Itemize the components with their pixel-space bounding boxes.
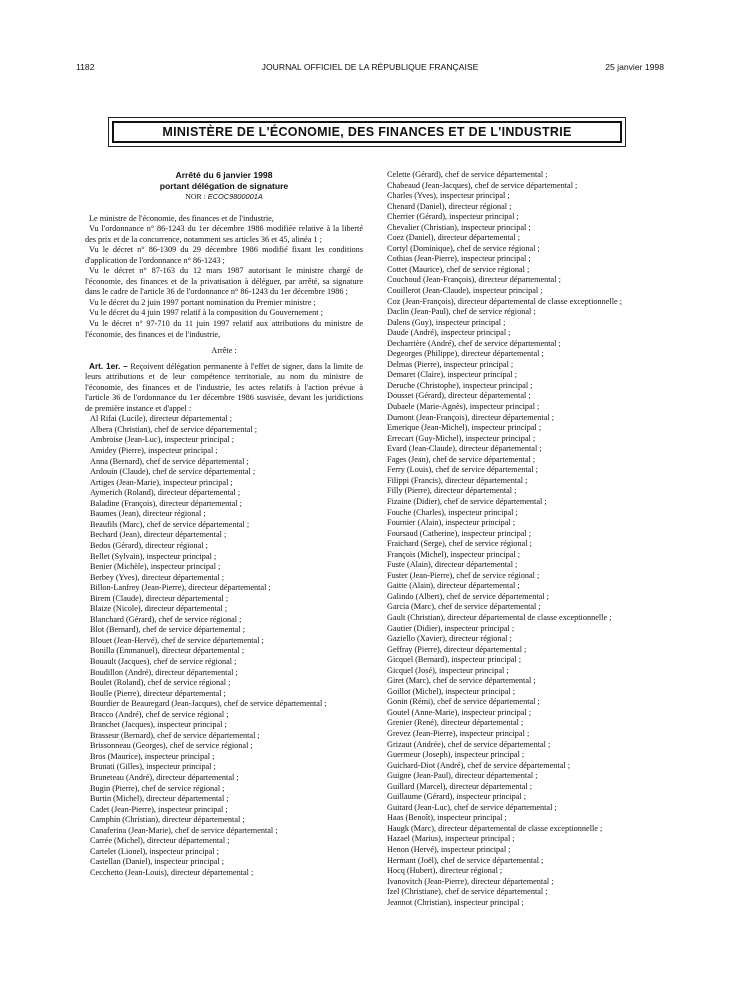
delegate-entry: Baladine (François), directeur départemental ; — [90, 498, 242, 508]
delegate-entry: Degeorges (Philippe), directeur départemental ; — [387, 349, 544, 359]
delegate-entry: Couchoud (Jean-François), directeur départemental ; — [387, 275, 561, 285]
delegate-entry: Guillard (Marcel), directeur départemental ; — [387, 781, 532, 791]
delegate-entry: Artiges (Jean-Marie), inspecteur principal ; — [90, 477, 233, 487]
delegate-entry: Guermeur (Joseph), inspecteur principal ; — [387, 750, 525, 760]
page-number: 1182 — [76, 62, 95, 72]
article-1 — [85, 362, 363, 415]
delegate-entry: Burtin (Michel), directeur départemental ; — [90, 794, 229, 804]
delegate-entry: Beaufils (Marc), chef de service départemental ; — [90, 519, 250, 529]
delegate-entry: Bedos (Gérard), directeur régional ; — [90, 540, 208, 550]
page-header — [76, 62, 664, 76]
delegate-entry: Cartelet (Lionel), inspecteur principal ; — [90, 846, 219, 856]
delegate-entry: Gicquel (Bernard), inspecteur principal ; — [387, 655, 522, 665]
delegate-entry: Castellan (Daniel), inspecteur principal ; — [90, 857, 225, 867]
preamble-paragraph: Vu le décret n° 86-1309 du 29 décembre 1986 modifié fixant les conditions d'application de l'ordonnance n° 86-1243 ; — [85, 245, 363, 265]
delegate-entry: Ardouin (Claude), chef de service départemental ; — [90, 467, 256, 477]
delegate-entry: Demaret (Claire), inspecteur principal ; — [387, 370, 517, 380]
delegate-entry: Hocq (Hubert), directeur régional ; — [387, 866, 503, 876]
delegate-entry: Bracco (André), chef de service régional ; — [90, 709, 229, 719]
preamble-paragraph: Vu le décret n° 87-163 du 12 mars 1987 autorisant le ministre chargé de l'économie, des finances et de la privatisation à déléguer, par arrêté, sa signature dans le cadre de l'article 36 de l'ordonnance n° 86-1243 du 1er décembre 1986 ; — [85, 266, 363, 297]
delegate-entry: Deruche (Christophe), inspecteur principal ; — [387, 380, 533, 390]
delegate-entry: Albera (Christian), chef de service départemental ; — [90, 424, 257, 434]
delegate-entry: Boulet (Roland), chef de service régional ; — [90, 678, 231, 688]
delegate-entry: Daude (André), inspecteur principal ; — [387, 328, 511, 338]
delegate-entry: Dubaele (Marie-Agnès), inspecteur principal ; — [387, 402, 540, 412]
delegate-entry: Blouet (Jean-Hervé), chef de service départemental ; — [90, 635, 264, 645]
preamble-paragraph: Vu le décret du 2 juin 1997 portant nomination du Premier ministre ; — [89, 297, 316, 307]
delegate-entry: Bouault (Jacques), chef de service régional ; — [90, 656, 237, 666]
delegate-entry: Delmas (Pierre), inspecteur principal ; — [387, 359, 514, 369]
delegate-entry: Foursaud (Catherine), inspecteur principal ; — [387, 528, 532, 538]
delegate-entry: Boulle (Pierre), directeur départemental ; — [90, 688, 226, 698]
delegate-entry: Chabeaud (Jean-Jacques), chef de service départemental ; — [387, 180, 578, 190]
delegate-entry: Garcia (Marc), chef de service départemental ; — [387, 602, 541, 612]
right-column — [387, 170, 663, 908]
delegate-entry: Grevez (Jean-Pierre), inspecteur principal ; — [387, 728, 530, 738]
delegate-entry: Gicquel (José), inspecteur principal ; — [387, 665, 509, 675]
delegate-entry: Grenier (René), directeur départemental ; — [387, 718, 524, 728]
delegate-entry: Bellet (Sylvain), inspecteur principal ; — [90, 551, 217, 561]
delegate-list-left — [85, 414, 363, 878]
delegate-entry: Benier (Michèle), inspecteur principal ; — [90, 562, 221, 572]
nor-label: NOR : — [185, 192, 208, 201]
delegate-entry: Blot (Bernard), chef de service départemental ; — [90, 625, 246, 635]
delegate-entry: Haas (Benoît), inspecteur principal ; — [387, 813, 507, 823]
delegate-entry: Cothias (Jean-Pierre), inspecteur principal ; — [387, 254, 531, 264]
delegate-entry: Cortyl (Dominique), chef de service régional ; — [387, 243, 540, 253]
delegate-entry: Dumont (Jean-François), directeur départemental ; — [387, 412, 554, 422]
delegate-entry: Fraichard (Serge), chef de service régional ; — [387, 539, 532, 549]
delegate-entry: Guichard-Diot (André), chef de service départemental ; — [387, 760, 571, 770]
delegate-entry: Berbey (Yves), directeur départemental ; — [90, 572, 225, 582]
delegate-entry: Brunati (Gilles), inspecteur principal ; — [90, 762, 216, 772]
delegate-entry: Chevalier (Christian), inspecteur principal ; — [387, 222, 531, 232]
delegate-entry: Brasseur (Bernard), chef de service départemental ; — [90, 730, 260, 740]
delegate-entry: Coez (Daniel), directeur départemental ; — [387, 233, 521, 243]
delegate-entry: Fuster (Jean-Pierre), chef de service régional ; — [387, 570, 540, 580]
arrete-title — [85, 170, 363, 191]
delegate-entry: Gonin (Rémi), chef de service départemental ; — [387, 697, 540, 707]
delegate-entry: Fuste (Alain), directeur départemental ; — [387, 560, 518, 570]
delegate-entry: Cecchetto (Jean-Louis), directeur départemental ; — [90, 867, 254, 877]
delegate-entry: Daclin (Jean-Paul), chef de service régional ; — [387, 307, 536, 317]
journal-title: JOURNAL OFFICIEL DE LA RÉPUBLIQUE FRANÇAISE — [261, 62, 479, 72]
delegate-entry: Emerique (Jean-Michel), inspecteur principal ; — [387, 423, 542, 433]
delegate-entry: Al Rifai (Lucile), directeur départemental ; — [90, 414, 233, 424]
delegate-entry: Fages (Jean), chef de service départemental ; — [387, 454, 536, 464]
delegate-entry: Haugk (Marc), directeur départemental de classe exceptionnelle ; — [387, 823, 603, 833]
delegate-entry: Coz (Jean-François), directeur départemental de classe exceptionnelle ; — [387, 296, 623, 306]
nor-reference — [85, 192, 363, 203]
delegate-entry: Guillaume (Gérard), inspecteur principal ; — [387, 792, 527, 802]
delegate-entry: Canaferina (Jean-Marie), chef de service départemental ; — [90, 825, 278, 835]
delegate-entry: Charles (Yves), inspecteur principal ; — [387, 191, 510, 201]
delegate-entry: Camphin (Christian), directeur départemental ; — [90, 815, 245, 825]
ministry-heading-box — [108, 117, 626, 147]
delegate-entry: Henon (Hervé), inspecteur principal ; — [387, 845, 511, 854]
delegate-entry: Izel (Christiane), chef de service départemental ; — [387, 887, 548, 897]
delegate-entry: Gautier (Didier), inspecteur principal ; — [387, 623, 515, 633]
preamble-paragraph: Vu le décret du 4 juin 1997 relatif à la composition du Gouvernement ; — [89, 308, 323, 318]
delegate-entry: Bruneteau (André), directeur départemental ; — [90, 772, 239, 782]
delegate-entry: Ambroise (Jean-Luc), inspecteur principal ; — [90, 435, 235, 445]
delegate-entry: Jeannot (Christian), inspecteur principal ; — [387, 897, 524, 907]
delegate-entry: Guitard (Jean-Luc), chef de service départemental ; — [387, 802, 557, 812]
delegate-entry: Dalens (Guy), inspecteur principal ; — [387, 317, 506, 327]
delegate-entry: Aymerich (Roland), directeur départemental ; — [90, 488, 241, 498]
delegate-entry: Celette (Gérard), chef de service départemental ; — [387, 170, 548, 179]
delegate-entry: Amidey (Pierre), inspecteur principal ; — [90, 446, 218, 456]
delegate-entry: Blaize (Nicole), directeur départemental ; — [90, 604, 228, 614]
ministry-heading: MINISTÈRE DE L'ÉCONOMIE, DES FINANCES ET DE L'INDUSTRIE — [112, 121, 622, 143]
delegate-entry: Fizaine (Didier), chef de service départemental ; — [387, 496, 547, 506]
delegate-entry: Anna (Bernard), chef de service départemental ; — [90, 456, 249, 466]
delegate-entry: Bonilla (Emmanuel), directeur départemental ; — [90, 646, 245, 656]
delegate-entry: Galindo (Albert), chef de service départemental ; — [387, 591, 549, 601]
delegate-entry: Goillot (Michel), inspecteur principal ; — [387, 686, 516, 696]
delegate-entry: Fournier (Alain), inspecteur principal ; — [387, 518, 516, 528]
delegate-entry: Guigne (Jean-Paul), directeur départemental ; — [387, 771, 538, 781]
delegate-entry: Gaziello (Xavier), directeur régional ; — [387, 634, 512, 644]
arrete-title-line2: portant délégation de signature — [159, 180, 289, 191]
delegate-list-right — [387, 170, 663, 908]
arrete-title-line1: Arrêté du 6 janvier 1998 — [175, 170, 273, 180]
delegate-entry: Carrée (Michel), directeur départemental ; — [90, 836, 230, 846]
delegate-entry: Blanchard (Gérard), chef de service régional ; — [90, 614, 242, 624]
delegate-entry: Couillerot (Jean-Claude), inspecteur principal ; — [387, 286, 543, 296]
preamble-paragraph: Le ministre de l'économie, des finances et de l'industrie, — [89, 213, 274, 223]
delegate-entry: Giret (Marc), chef de service départemental ; — [387, 676, 536, 686]
delegate-entry: Cadet (Jean-Pierre), inspecteur principal ; — [90, 804, 228, 814]
preamble — [85, 214, 363, 341]
delegate-entry: Ivanovitch (Jean-Pierre), directeur départemental ; — [387, 876, 554, 886]
delegate-entry: Grizaut (Andrée), chef de service départemental ; — [387, 739, 551, 749]
delegate-entry: Branchet (Jacques), inspecteur principal ; — [90, 720, 227, 730]
left-column — [85, 170, 363, 878]
delegate-entry: Cottet (Maurice), chef de service régional ; — [387, 264, 530, 274]
delegate-entry: Boudillon (André), directeur départemental ; — [90, 667, 238, 677]
preamble-paragraph: Vu l'ordonnance n° 86-1243 du 1er décembre 1986 modifiée relative à la liberté des prix et de la concurrence, notamment ses articles 36 et 45, alinéa 1 ; — [85, 224, 363, 244]
delegate-entry: Dousset (Gérard), directeur départemental ; — [387, 391, 531, 401]
delegate-entry: Bourdier de Beauregard (Jean-Jacques), chef de service départemental ; — [90, 699, 327, 709]
article-label: Art. 1er. – — [89, 361, 128, 371]
delegate-entry: Cherrier (Gérard), inspecteur principal ; — [387, 212, 519, 222]
delegate-entry: Evard (Jean-Claude), directeur départemental ; — [387, 444, 542, 454]
delegate-entry: Filippi (Francis), directeur départemental ; — [387, 475, 528, 485]
arrete-word: Arrête : — [211, 346, 237, 356]
delegate-entry: Chenard (Daniel), directeur régional ; — [387, 201, 512, 211]
delegate-entry: Brissonneau (Georges), chef de service régional ; — [90, 741, 253, 751]
delegate-entry: Bugin (Pierre), chef de service régional ; — [90, 783, 225, 793]
delegate-entry: Baumes (Jean), directeur régional ; — [90, 509, 206, 519]
delegate-entry: Billon-Lanfrey (Jean-Pierre), directeur départemental ; — [90, 583, 271, 593]
preamble-paragraph: Vu le décret n° 97-710 du 11 juin 1997 relatif aux attributions du ministre de l'économie, des finances et de l'industrie, — [85, 319, 363, 339]
delegate-entry: Decharrière (André), chef de service départemental ; — [387, 338, 561, 348]
delegate-entry: Goutel (Anne-Marie), inspecteur principal ; — [387, 707, 532, 717]
delegate-entry: Errecart (Guy-Michel), inspecteur principal ; — [387, 433, 536, 443]
delegate-entry: Hazael (Marius), inspecteur principal ; — [387, 834, 515, 844]
delegate-entry: Hermant (Joël), chef de service départemental ; — [387, 855, 544, 865]
delegate-entry: Ferry (Louis), chef de service départemental ; — [387, 465, 538, 475]
delegate-entry: Birem (Claude), directeur départemental ; — [90, 593, 229, 603]
delegate-entry: François (Michel), inspecteur principal ; — [387, 549, 521, 559]
delegate-entry: Bechard (Jean), directeur départemental ; — [90, 530, 227, 540]
article-text: Reçoivent délégation permanente à l'effet de signer, dans la limite de leurs attributions et de leur compétence territoriale, au nom du ministre de l'économie, des finances et de l'industrie, les actes relatifs à l'action prévue à l'article 36 de l'ordonnance du 1er décembre 1986 susvisée, devant les juridictions de première instance et d'appel : — [85, 361, 364, 413]
delegate-entry: Gault (Christian), directeur départemental de classe exceptionnelle ; — [387, 612, 612, 622]
nor-code: ECOC9800001A — [207, 192, 263, 201]
delegate-entry: Bros (Maurice), inspecteur principal ; — [90, 751, 215, 761]
delegate-entry: Geffray (Pierre), directeur départemental ; — [387, 644, 527, 654]
issue-date: 25 janvier 1998 — [605, 62, 664, 72]
delegate-entry: Filly (Pierre), directeur départemental ; — [387, 486, 517, 496]
delegate-entry: Gaitte (Alain), directeur départemental ; — [387, 581, 520, 591]
delegate-entry: Fouche (Charles), inspecteur principal ; — [387, 507, 518, 517]
